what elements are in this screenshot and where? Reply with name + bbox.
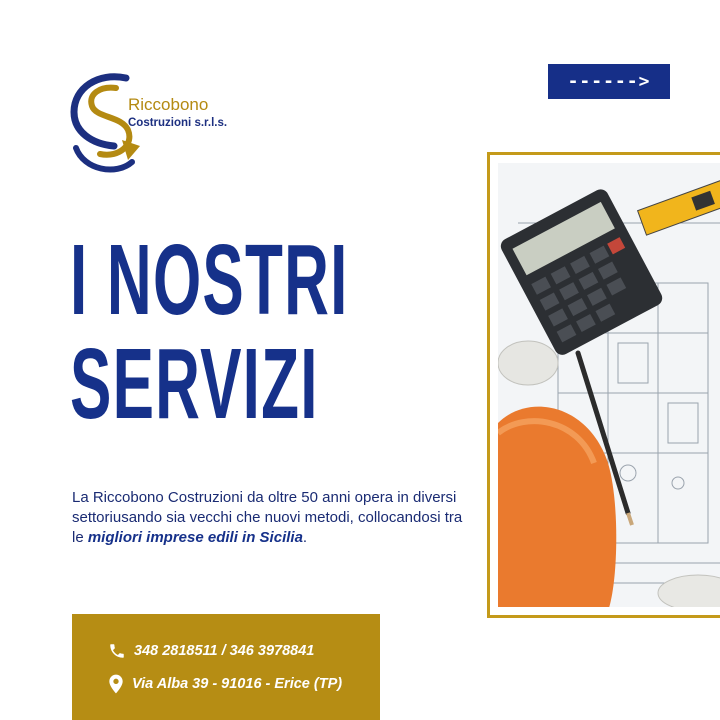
company-description [72,488,472,548]
description-text: La Riccobono Costruzioni da oltre 50 anni opera in diversi settoriusando sia vecchi che nuovi metodi, collocandosi tra le [72,489,463,546]
phone-numbers[interactable]: 348 2818511 / 346 3978841 [134,643,315,659]
address-row [108,674,342,694]
company-logo [70,70,270,180]
phone-row [108,642,314,660]
description-highlight: migliori imprese edili in Sicilia [87,529,303,546]
photo-frame [487,152,720,618]
logo-company-name: Riccobono [128,95,209,114]
description-end: . [302,529,308,546]
logo-company-type: Costruzioni s.r.l.s. [128,117,228,129]
location-pin-icon [108,674,124,694]
construction-photo [498,163,720,607]
next-arrow-button[interactable]: ------> [548,64,670,99]
page-title [70,224,349,440]
title-line-1: I NOSTRI [70,224,349,336]
address-text: Via Alba 39 - 91016 - Erice (TP) [132,676,343,692]
blueprint-illustration-icon [498,163,720,607]
title-line-2: SERVIZI [70,328,319,440]
phone-icon [108,642,126,660]
contact-box [72,614,380,720]
